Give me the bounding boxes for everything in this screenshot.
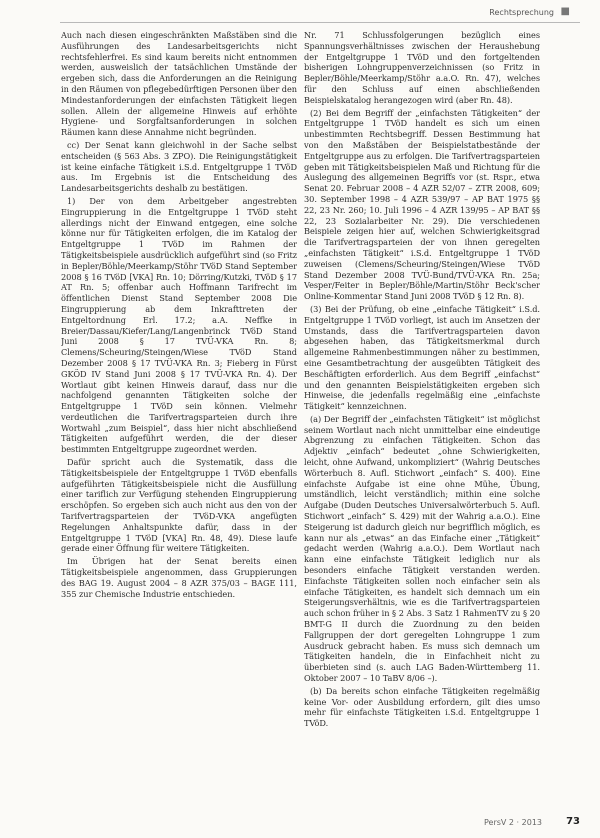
right-paragraph: (2) Bei dem Begriff der „einfachsten Tätigkeiten“ der Entgeltgruppe 1 TVöD handelt es sich um einen unbestimmten Rechtsbegriff. Dessen Bestimmung hat von den Maßstäben der Beispielstatbestände der Entgeltgruppe aus zu erfolgen. Die Tarifvertragsparteien geben mit Tätigkeitsbeispielen Maß und Richtung für die Auslegung des allgemeinen Begriffs vor (st. Rspr., etwa Senat 20. Februar 2008 – 4 AZR 52/07 – ZTR 2008, 609; 30. September 1998 – 4 AZR 539/97 – AP BAT 1975 §§ 22, 23 Nr. 260; 10. Juli 1996 – 4 AZR 139/95 – AP BAT §§ 22, 23 Sozialarbeiter Nr. 29). Die verschiedenen Beispiele zeigen hier auf, welchen Schwierigkeitsgrad die Tarifvertragsparteien der von ihnen geregelten „einfachsten Tätigkeit“ i.S.d. Entgeltgruppe 1 TVöD zuweisen (Clemens/Scheuring/Steingen/Wiese TVöD Stand Dezember 2008 TVÜ-Bund/TVÜ-VKA Rn. 25a; Vesper/Feiter in Bepler/Böhle/Martin/Stöhr Beck'scher Online-Kommentar Stand Juni 2008 TVöD § 12 Rn. 8). xyxy=(304,107,540,302)
right-paragraph: Nr. 71 Schlussfolgerungen bezüglich eines Spannungsverhältnisses zwischen der Heraushebung der Entgeltgruppe 1 TVöD und den fortgeltenden bisherigen Lohngruppenverzeichnissen (so Fritz in Bepler/Böhle/Meerkamp/Stöhr a.a.O. Rn. 47), welches für den Schluss auf einen abschließenden Beispielskatalog herangezogen wird (aber Rn. 48). xyxy=(304,30,540,105)
page-number: 73 xyxy=(566,816,580,827)
left-paragraph: Auch nach diesen eingeschränkten Maßstäben sind die Ausführungen des Landesarbeitsgerichts nicht rechtsfehlerfrei. Es sind kaum bereits nicht entnommen werden, ausweislich der tatsächlichen Umstände der ergeben sich, dass die Anforderungen an die Reinigung in den Räumen von pflegebedürftigen Personen über den Mindestanforderungen der einfachsten Tätigkeit liegen sollen. Allein der allgemeine Hinweis auf erhöhte Hygiene- und Sorgfaltsanforderungen in solchen Räumen kann diese Annahme nicht begründen. xyxy=(61,30,297,138)
right-paragraph: (b) Da bereits schon einfache Tätigkeiten regelmäßig keine Vor- oder Ausbildung erfordern, gilt dies umso mehr für einfachste Tätigkeiten i.S.d. Entgeltgruppe 1 TVöD. xyxy=(304,685,540,729)
right-column xyxy=(304,30,540,810)
left-paragraph: cc) Der Senat kann gleichwohl in der Sache selbst entscheiden (§ 563 Abs. 3 ZPO). Die Reinigungstätigkeit ist keine einfache Tätigkeit i.S.d. Entgeltgruppe 1 TVöD aus. Im Ergebnis ist die Entscheidung des Landesarbeitsgerichts deshalb zu bestätigen. xyxy=(61,139,297,194)
left-column xyxy=(61,30,297,810)
section-title: Rechtsprechung xyxy=(489,8,554,17)
page-footer xyxy=(60,816,580,830)
journal-issue: PersV 2 · 2013 xyxy=(483,818,542,827)
right-paragraph: (3) Bei der Prüfung, ob eine „einfache Tätigkeit“ i.S.d. Entgeltgruppe 1 TVöD vorliegt, ist auch im Ansetzen der Umstands, dass die Tarifvertragsparteien davon abgesehen haben, das Tätigkeitsmerkmal durch allgemeine Rahmenbestimmungen näher zu bestimmen, eine Gesamtbetrachtung der ausgeübten Tätigkeit des Beschäftigten erforderlich. Aus dem Begriff „einfachst“ und den genannten Beispielstätigkeiten ergeben sich Hinweise, die jedenfalls regelmäßig eine „einfachste Tätigkeit“ kennzeichnen. xyxy=(304,303,540,412)
left-paragraph: 1) Der von dem Arbeitgeber angestrebten Eingruppierung in die Entgeltgruppe 1 TVöD steht allerdings nicht der Einwand entgegen, eine solche könne nur für Tätigkeiten erfolgen, die im Katalog der Entgeltgruppe 1 TVöD im Rahmen der Tätigkeitsbeispiele ausdrücklich aufgeführt sind (so Fritz in Bepler/Böhle/Meerkamp/Stöhr TVöD Stand September 2008 § 16 TVöD [VKA] Rn. 10; Dörring/Kutzki, TVöD § 17 AT Rn. 5; offenbar auch Hoffmann Tarifrecht im öffentlichen Dienst Stand September 2008 Die Eingruppierung ab dem Inkrafttreten der Entgeltordnung Erl. 17.2; a.A. Neffke in Breier/Dassau/Kiefer/Lang/Langenbrinck TVöD Stand Juni 2008 § 17 TVÜ-VKA Rn. 8; Clemens/Scheuring/Steingen/Wiese TVöD Stand Dezember 2008 § 17 TVÜ-VKA Rn. 3; Fieberg in Fürst GKÖD IV Stand Juni 2008 § 17 TVÜ-VKA Rn. 4). Der Wortlaut gibt keinen Hinweis darauf, dass nur die nachfolgend genannten Tätigkeiten solche der Entgeltgruppe 1 TVöD sein können. Vielmehr verdeutlichen die Tarifvertragsparteien durch ihre Wortwahl „zum Beispiel“, dass hier nicht abschließend Tätigkeiten aufgeführt werden, die der dieser bestimmten Entgeltgruppe zugeordnet werden. xyxy=(61,195,297,455)
left-paragraph: Dafür spricht auch die Systematik, dass die Tätigkeitsbeispiele der Entgeltgruppe 1 TVöD ebenfalls aufgeführten Tätigkeitsbeispiele nicht die Ausfüllung einer tariflich zur Verfügung stehenden Eingruppierung erschöpfen. So ergeben sich auch nicht aus den von der Tarifvertragsparteien der TVöD-VKA angefügten Regelungen Anhaltspunkte dafür, dass in der Entgeltgruppe 1 TVöD [VKA] Rn. 48, 49). Diese laufe gerade einer Öffnung für weitere Tätigkeiten. xyxy=(61,457,297,554)
left-paragraph: Im Übrigen hat der Senat bereits einen Tätigkeitsbeispiele angenommen, dass Gruppierungen des BAG 19. August 2004 – 8 AZR 375/03 – BAGE 111, 355 zur Chemische Industrie entschieden. xyxy=(61,556,297,599)
header-rule xyxy=(60,22,580,23)
section-marker-icon: ■ xyxy=(560,6,570,17)
right-paragraph: (a) Der Begriff der „einfachsten Tätigkeit“ ist möglichst seinem Wortlaut nach nicht unmittelbar eine eindeutige Abgrenzung zu einfachen Tätigkeiten. Schon das Adjektiv „einfach“ bedeutet „ohne Schwierigkeiten, leicht, ohne Aufwand, unkompliziert“ (Wahrig Deutsches Wörterbuch 8. Aufl. Stichwort „einfach“ S. 400). Eine einfachste Aufgabe ist eine ohne Mühe, Übung, umständlich, leicht verständlich; mithin eine solche Aufgabe (Duden Deutsches Universalwörterbuch 5. Aufl. Stichwort „einfach“ S. 429) mit der Wahrig a.a.O.). Eine Steigerung ist dadurch gleich nur begrifflich möglich, es kann nur als „etwas“ an das Einfache einer „Tätigkeit“ gedacht werden (Wahrig a.a.O.). Dem Wortlaut nach kann eine einfachste Tätigkeit lediglich nur als besonders einfache Tätigkeit verstanden werden. Einfachste Tätigkeiten sollen noch einfacher sein als einfache Tätigkeiten, es handelt sich demnach um ein Steigerungsverhältnis, wie es die Tarifvertragsparteien auch schon früher in § 2 Abs. 3 Satz 1 RahmenTV zu § 20 BMT-G II durch die Zuordnung zu den beiden Fallgruppen der dort geregelten Lohngruppe 1 zum Ausdruck gebracht haben. Es muss sich demnach um Tätigkeiten handeln, die in Einfachheit nicht zu überbieten sind (s. auch LAG Baden-Württemberg 11. Oktober 2007 – 10 TaBV 8/06 –). xyxy=(304,413,540,684)
